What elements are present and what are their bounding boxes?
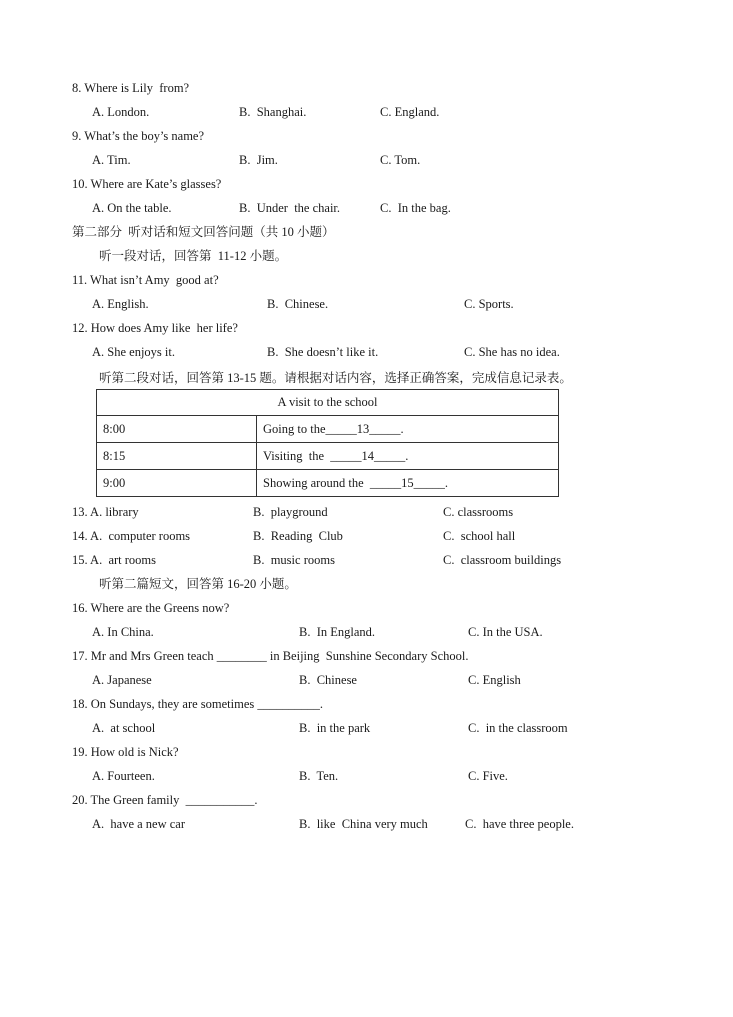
table-cell-event: Visiting the _____14_____.	[257, 443, 559, 470]
question-18-option-b: B. in the park	[299, 721, 371, 735]
question-18-stem: 18. On Sundays, they are sometimes __________.	[72, 697, 324, 711]
part-2-header: 第二部分 听对话和短文回答问题（共 10 小题）	[72, 225, 335, 239]
instruction-dialogue-1: 听一段对话，回答第 11-12 小题。	[99, 249, 288, 263]
table-cell-time: 8:15	[97, 443, 257, 470]
question-16-stem: 16. Where are the Greens now?	[72, 601, 230, 615]
info-record-table	[96, 389, 559, 497]
question-9-option-b: B. Jim.	[239, 153, 278, 167]
question-19-option-b: B. Ten.	[299, 769, 339, 783]
question-10-option-a: A. On the table.	[92, 201, 172, 215]
question-13-option-c: C. classrooms	[443, 505, 514, 519]
table-row	[97, 416, 559, 443]
question-12-option-a: A. She enjoys it.	[92, 345, 175, 359]
question-17-option-b: B. Chinese	[299, 673, 357, 687]
question-12-option-c: C. She has no idea.	[464, 345, 560, 359]
question-16-option-a: A. In China.	[92, 625, 154, 639]
question-13-option-a: 13. A. library	[72, 505, 139, 519]
question-11-option-a: A. English.	[92, 297, 149, 311]
question-9-option-a: A. Tim.	[92, 153, 131, 167]
question-15-option-c: C. classroom buildings	[443, 553, 562, 567]
question-20-option-a: A. have a new car	[92, 817, 186, 831]
question-18-option-a: A. at school	[92, 721, 156, 735]
table-cell-time: 9:00	[97, 470, 257, 497]
question-12-option-b: B. She doesn’t like it.	[267, 345, 379, 359]
question-12-stem: 12. How does Amy like her life?	[72, 321, 238, 335]
table-row	[97, 470, 559, 497]
question-8-option-c: C. England.	[380, 105, 440, 119]
question-20-option-b: B. like China very much	[299, 817, 428, 831]
question-10-option-b: B. Under the chair.	[239, 201, 341, 215]
question-9-stem: 9. What’s the boy’s name?	[72, 129, 205, 143]
question-8-option-b: B. Shanghai.	[239, 105, 307, 119]
question-20-stem: 20. The Green family ___________.	[72, 793, 258, 807]
instruction-dialogue-2: 听第二段对话，回答第 13-15 题。请根据对话内容，选择正确答案，完成信息记录表。	[99, 371, 572, 385]
question-11-option-c: C. Sports.	[464, 297, 514, 311]
question-19-stem: 19. How old is Nick?	[72, 745, 179, 759]
question-18-option-c: C. in the classroom	[468, 721, 568, 735]
table-cell-time: 8:00	[97, 416, 257, 443]
question-9-option-c: C. Tom.	[380, 153, 421, 167]
question-8-stem: 8. Where is Lily from?	[72, 81, 190, 95]
question-17-stem: 17. Mr and Mrs Green teach ________ in Beijing Sunshine Secondary School.	[72, 649, 469, 663]
table-cell-event: Showing around the _____15_____.	[257, 470, 559, 497]
question-14-option-b: B. Reading Club	[253, 529, 343, 543]
instruction-passage: 听第二篇短文，回答第 16-20 小题。	[99, 577, 297, 591]
question-10-option-c: C. In the bag.	[380, 201, 451, 215]
question-19-option-c: C. Five.	[468, 769, 508, 783]
table-title: A visit to the school	[97, 390, 559, 416]
question-11-stem: 11. What isn’t Amy good at?	[72, 273, 219, 287]
question-16-option-b: B. In England.	[299, 625, 376, 639]
question-10-stem: 10. Where are Kate’s glasses?	[72, 177, 222, 191]
table-title-row	[97, 390, 559, 416]
table-row	[97, 443, 559, 470]
question-14-option-c: C. school hall	[443, 529, 516, 543]
question-17-option-c: C. English	[468, 673, 521, 687]
question-13-option-b: B. playground	[253, 505, 328, 519]
question-14-option-a: 14. A. computer rooms	[72, 529, 191, 543]
question-17-option-a: A. Japanese	[92, 673, 152, 687]
question-11-option-b: B. Chinese.	[267, 297, 329, 311]
question-15-option-a: 15. A. art rooms	[72, 553, 157, 567]
table-cell-event: Going to the_____13_____.	[257, 416, 559, 443]
question-8-option-a: A. London.	[92, 105, 150, 119]
question-19-option-a: A. Fourteen.	[92, 769, 155, 783]
question-15-option-b: B. music rooms	[253, 553, 335, 567]
question-16-option-c: C. In the USA.	[468, 625, 543, 639]
question-20-option-c: C. have three people.	[465, 817, 574, 831]
